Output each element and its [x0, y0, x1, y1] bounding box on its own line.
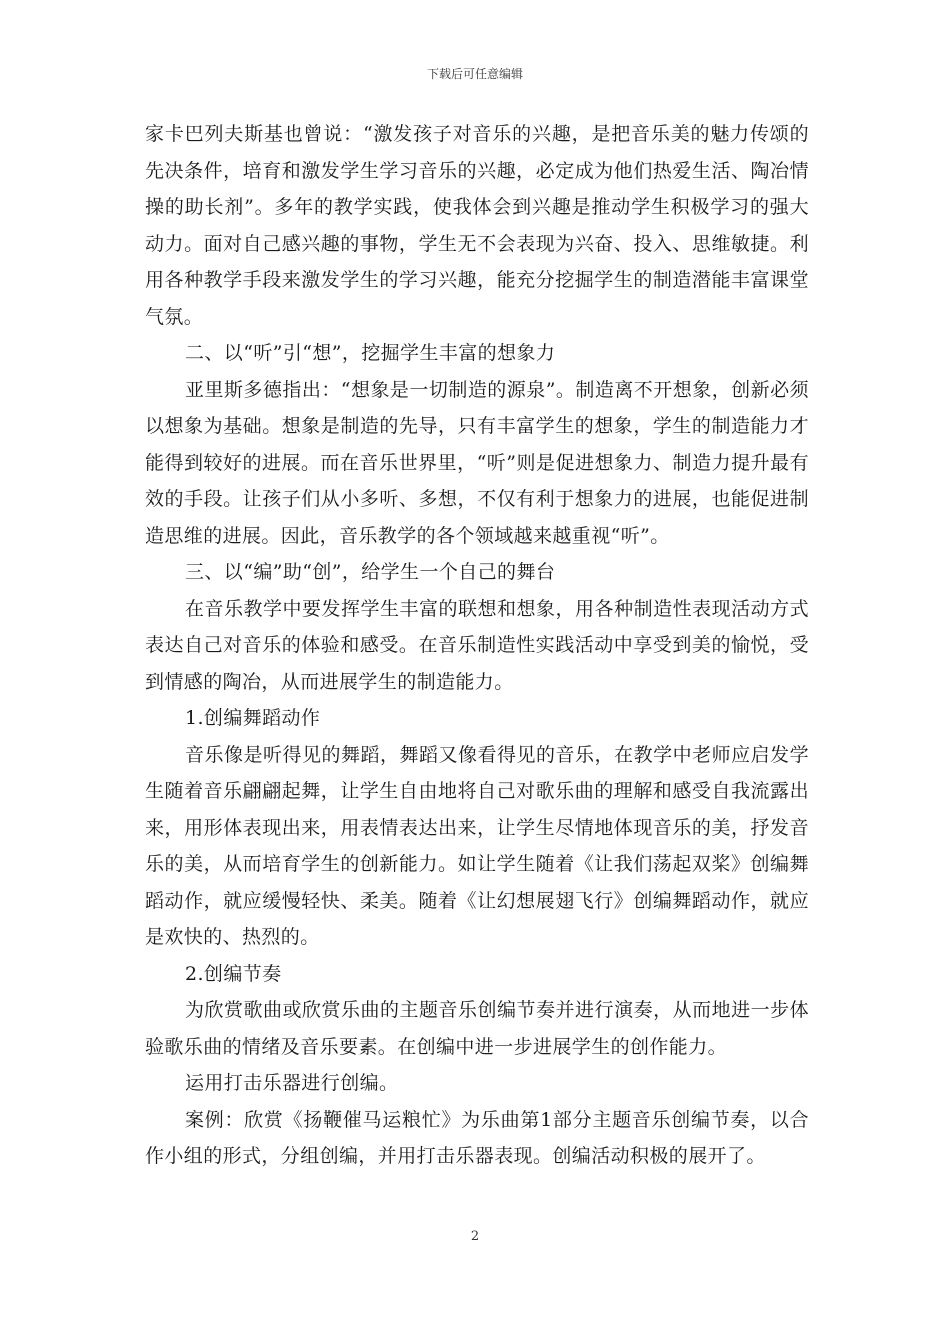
section-heading-2: 二、以“听”引“想”，挖掘学生丰富的想象力: [185, 342, 556, 364]
paragraph-rhythm: 为欣赏歌曲或欣赏乐曲的主题音乐创编节奏并进行演奏，从而地进一步体验歌乐曲的情绪及音乐要素。在创编中进一步进展学生的创作能力。: [145, 999, 809, 1058]
paragraph-imagination: 亚里斯多德指出：“想象是一切制造的源泉”。制造离不开想象，创新必须以想象为基础。想象是制造的先导，只有丰富学生的想象，学生的制造能力才能得到较好的进展。而在音乐世界里，“听”则是促进想象力、制造力提升最有效的手段。让孩子们从小多听、多想，不仅有利于想象力的进展，也能促进制造思维的进展。因此，音乐教学的各个领域越来越重视“听”。: [145, 378, 809, 547]
subheading-dance: 1.创编舞蹈动作: [185, 707, 321, 729]
page-number: 2: [470, 1229, 480, 1244]
subheading-rhythm: 2.创编节奏: [185, 962, 282, 985]
paragraph-case-example: 案例：欣赏《扬鞭催马运粮忙》为乐曲第1部分主题音乐创编节奏，以合作小组的形式，分组创编，并用打击乐器表现。创编活动积极的展开了。: [145, 1108, 809, 1167]
section-heading-3: 三、以“编”助“创”，给学生一个自己的舞台: [185, 561, 556, 583]
page-header: 下载后可任意编辑: [426, 67, 523, 81]
paragraph-percussion: 运用打击乐器进行创编。: [185, 1072, 399, 1094]
paragraph-creative-expression: 在音乐教学中要发挥学生丰富的联想和想象，用各种制造性表现活动方式表达自己对音乐的体验和感受。在音乐制造性实践活动中享受到美的愉悦，受到情感的陶冶，从而进展学生的制造能力。: [145, 597, 809, 693]
document-body: [145, 116, 809, 1175]
paragraph-intro-quote: 家卡巴列夫斯基也曾说：“激发孩子对音乐的兴趣，是把音乐美的魅力传颂的先决条件，培育和激发学生学习音乐的兴趣，必定成为他们热爱生活、陶冶情操的助长剂”。多年的教学实践，使我体会到兴趣是推动学生积极学习的强大动力。面对自己感兴趣的事物，学生无不会表现为兴奋、投入、思维敏捷。利用各种教学手段来激发学生的学习兴趣，能充分挖掘学生的制造潜能丰富课堂气氛。: [145, 123, 809, 328]
paragraph-dance: 音乐像是听得见的舞蹈，舞蹈又像看得见的音乐，在教学中老师应启发学生随着音乐翩翩起舞，让学生自由地将自己对歌乐曲的理解和感受自我流露出来，用形体表现出来，用表情表达出来，让学生尽情地体现音乐的美，抒发音乐的美，从而培育学生的创新能力。如让学生随着《让我们荡起双桨》创编舞蹈动作，就应缓慢轻快、柔美。随着《让幻想展翅飞行》创编舞蹈动作，就应是欢快的、热烈的。: [145, 743, 809, 948]
